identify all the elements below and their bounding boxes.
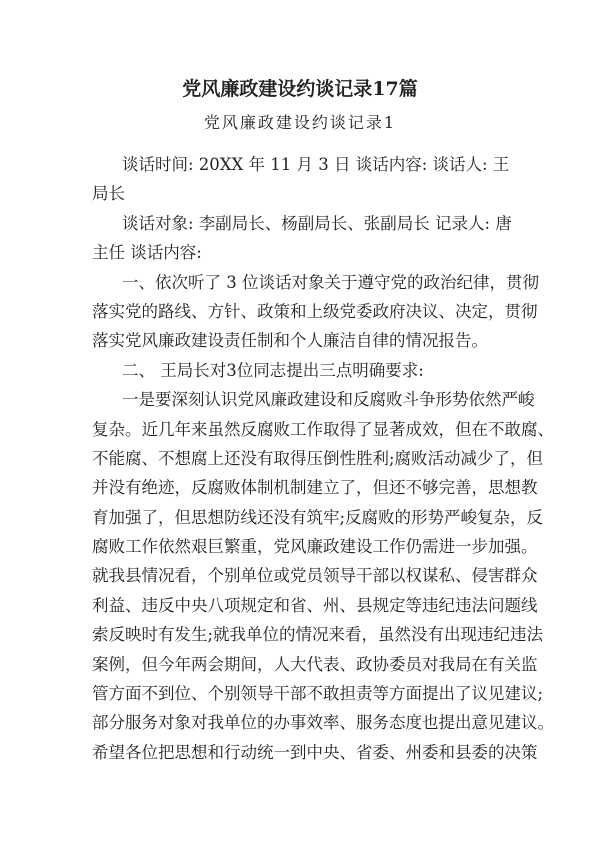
text-line: 局长 — [92, 184, 125, 204]
text-line: 希望各位把思想和行动统一到中央、省委、州委和县委的决策 — [92, 742, 538, 762]
text-line: 部分服务对象对我单位的办事效率、服务态度也提出意见建议。 — [92, 713, 554, 733]
text-line: 索反映时有发生;就我单位的情况来看，虽然没有出现违纪违法 — [92, 625, 544, 645]
document-subtitle: 党风廉政建设约谈记录1 — [203, 113, 397, 132]
text-line: 谈话时间: 20XX 年 11 月 3 日 谈话内容: 谈话人: 王 — [122, 155, 510, 174]
text-line: 谈话对象: 李副局长、杨副局长、张副局长 记录人: 唐 — [122, 213, 512, 233]
text-line: 一是要深刻认识党风廉政建设和反腐败斗争形势依然严峻 — [122, 390, 535, 410]
text-line: 二、 王局长对3位同志提出三点明确要求: — [122, 360, 424, 380]
text-line: 利益、违反中央八项规定和省、州、县规定等违纪违法问题线 — [92, 595, 538, 615]
text-line: 就我县情况看，个别单位或党员领导干部以权谋私、侵害群众 — [92, 566, 538, 586]
document-body — [92, 150, 554, 767]
text-line: 落实党的路线、方针、政策和上级党委政府决议、决定，贯彻 — [92, 301, 538, 321]
text-line: 管方面不到位、个别领导干部不敢担责等方面提出了议见建议; — [92, 684, 544, 704]
text-line: 育加强了，但思想防线还没有筑牢;反腐败的形势严峻复杂，反 — [92, 507, 544, 527]
document-title: 党风廉政建设约谈记录17篇 — [182, 78, 418, 100]
text-line: 主任 谈话内容: — [92, 243, 202, 263]
text-line: 并没有绝迹，反腐败体制机制建立了，但还不够完善，思想教 — [92, 478, 538, 498]
text-line: 腐败工作依然艰巨繁重，党风廉政建设工作仍需进一步加强。 — [92, 537, 538, 557]
text-line: 落实党风廉政建设责任制和个人廉洁自律的情况报告。 — [92, 331, 488, 351]
text-line: 案例，但今年两会期间，人大代表、政协委员对我局在有关监 — [92, 654, 538, 674]
text-line: 不能腐、不想腐上还没有取得压倒性胜利;腐败活动减少了，但 — [92, 448, 544, 468]
text-line: 一、依次听了 3 位谈话对象关于遵守党的政治纪律，贯彻 — [122, 272, 539, 292]
text-line: 复杂。近几年来虽然反腐败工作取得了显著成效，但在不敢腐、 — [92, 419, 554, 439]
